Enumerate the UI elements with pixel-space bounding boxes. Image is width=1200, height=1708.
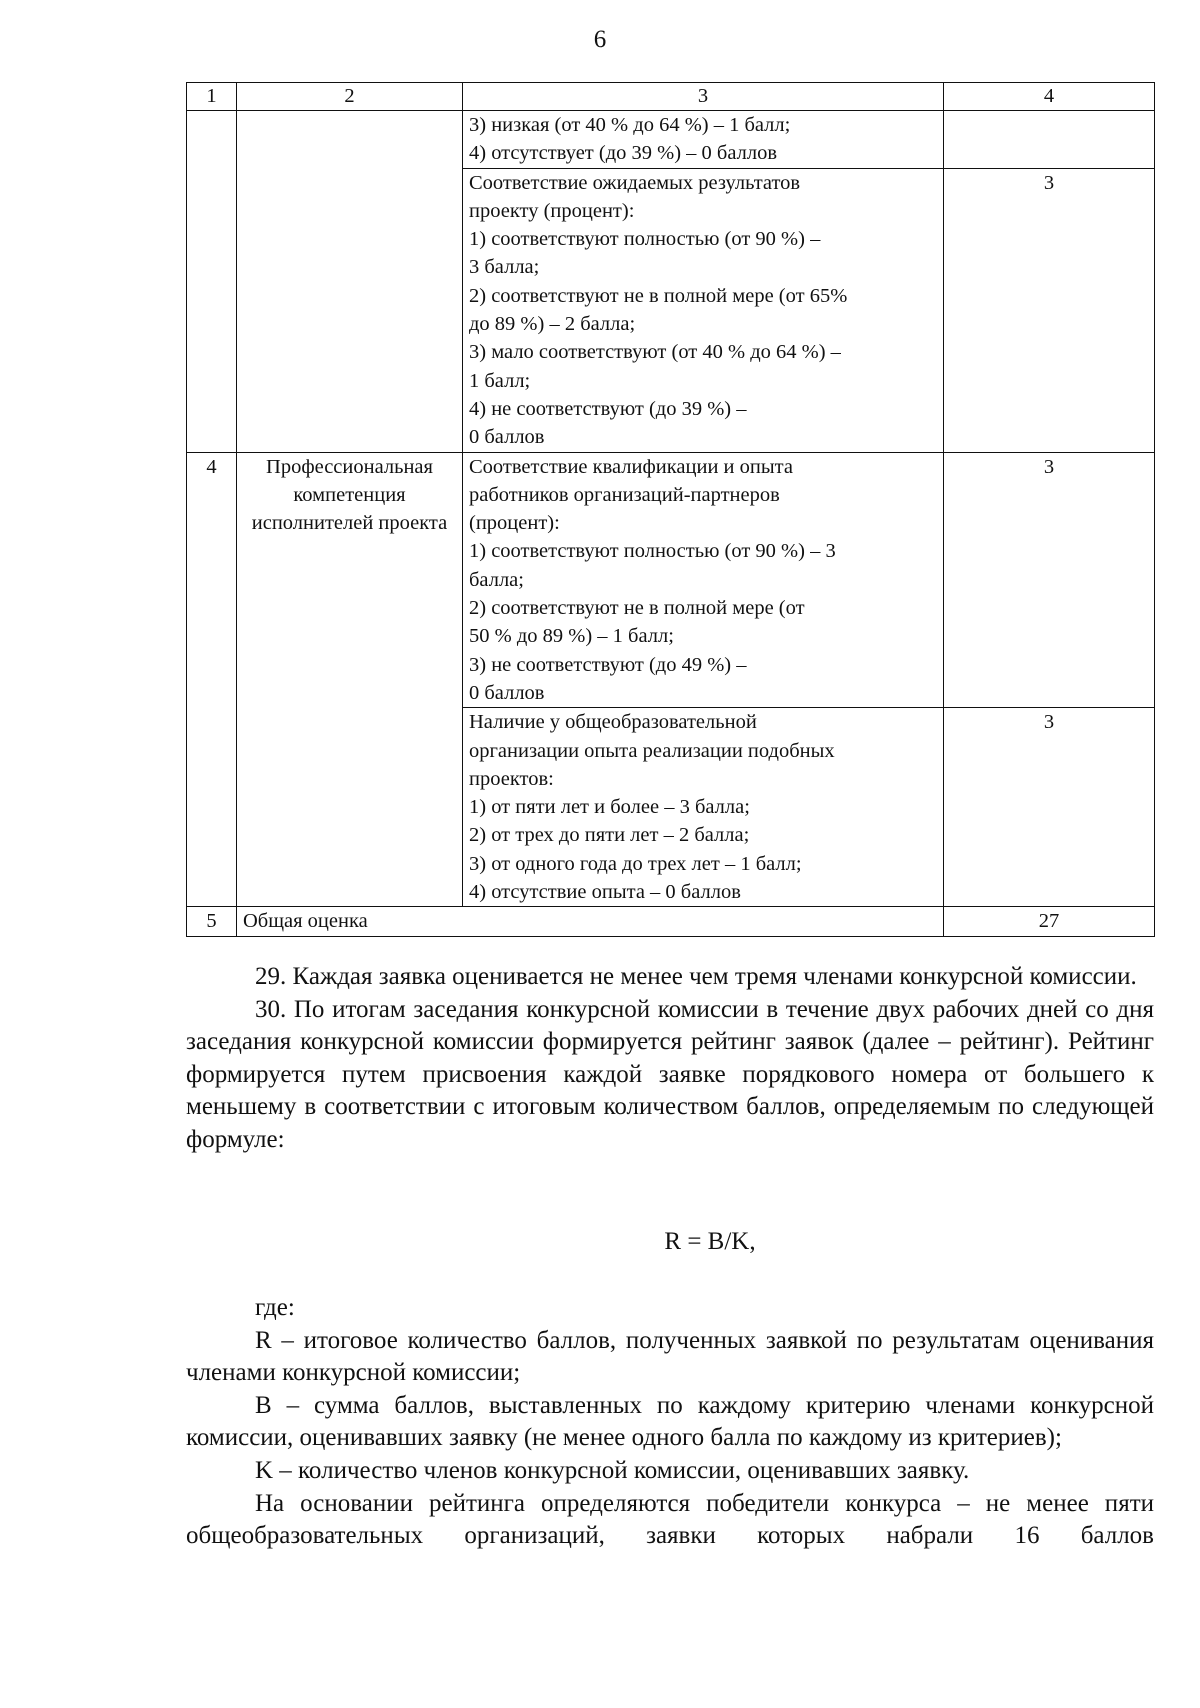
page-number: 6 (593, 26, 607, 53)
header-cell: 4 (944, 83, 1155, 111)
row-number-cell: 4 (187, 452, 237, 907)
max-score-cell: 3 (944, 168, 1155, 452)
header-cell: 3 (463, 83, 944, 111)
paragraph-30: 30. По итогам заседания конкурсной комиссии в течение двух рабочих дней со дня заседания конкурсной комиссии формируется рейтинг заявок (далее – рейтинг). Рейтинг формируется путем присвоения каждой заявке порядкового номера от большего к меньшему в соответствии с итоговым количеством баллов, определяемым по следующей формуле: (186, 995, 1154, 1153)
header-cell: 1 (187, 83, 237, 111)
total-row (187, 907, 1155, 936)
header-cell: 2 (237, 83, 463, 111)
definitions (186, 1292, 1154, 1553)
indicator-cell: Соответствие квалификации и опыта работников организаций-партнеров (процент): 1) соответствуют полностью (от 90 %) – 3 балла; 2) соответствуют не в полной мере (от 50 % до 89 %) – 1 балл; 3) не соответствуют (до 49 %) – 0 баллов (463, 452, 944, 708)
paragraph-29: 29. Каждая заявка оценивается не менее чем тремя членами конкурсной комиссии. (255, 963, 1137, 990)
max-score-cell: 3 (944, 452, 1155, 708)
total-score-cell: 27 (944, 907, 1155, 936)
indicator-cell: 3) низкая (от 40 % до 64 %) – 1 балл; 4) отсутствует (до 39 %) – 0 баллов (463, 111, 944, 169)
criterion-cell: Профессиональная компетенция исполнителей проекта (237, 452, 463, 907)
indicator-cell: Соответствие ожидаемых результатов проекту (процент): 1) соответствуют полностью (от 90 %) – 3 балла; 2) соответствуют не в полной мере (от 65% до 89 %) – 2 балла; 3) мало соответствуют (от 40 % до 64 %) – 1 балл; 4) не соответствуют (до 39 %) – 0 баллов (463, 168, 944, 452)
definition-r: R – итоговое количество баллов, полученных заявкой по результатам оценивания членами конкурсной комиссии; (186, 1326, 1154, 1387)
max-score-cell (944, 111, 1155, 169)
definition-b: B – сумма баллов, выставленных по каждому критерию членами конкурсной комиссии, оценивавших заявку (не менее одного балла по каждому из критериев); (186, 1391, 1154, 1452)
total-label-cell: Общая оценка (237, 907, 944, 936)
table-header-row (187, 83, 1155, 111)
row-number-cell: 5 (187, 907, 237, 936)
paragraph-winners: На основании рейтинга определяются победители конкурса – не менее пяти общеобразовательных организаций, заявки которых набрали 16 баллов (186, 1489, 1154, 1550)
body-text (186, 961, 1154, 1157)
where-label: где: (255, 1294, 295, 1321)
formula: R = B/K, (664, 1228, 756, 1255)
table-row (187, 452, 1155, 708)
row-number-cell (187, 111, 237, 453)
definition-k: K – количество членов конкурсной комиссии, оценивавших заявку. (255, 1456, 970, 1484)
formula-block (186, 1226, 1154, 1259)
score-table (186, 82, 1155, 937)
criterion-cell (237, 111, 463, 453)
max-score-cell: 3 (944, 708, 1155, 907)
table-row (187, 111, 1155, 169)
indicator-cell: Наличие у общеобразовательной организации опыта реализации подобных проектов: 1) от пяти лет и более – 3 балла; 2) от трех до пяти лет – 2 балла; 3) от одного года до трех лет – 1 балл; 4) отсутствие опыта – 0 баллов (463, 708, 944, 907)
